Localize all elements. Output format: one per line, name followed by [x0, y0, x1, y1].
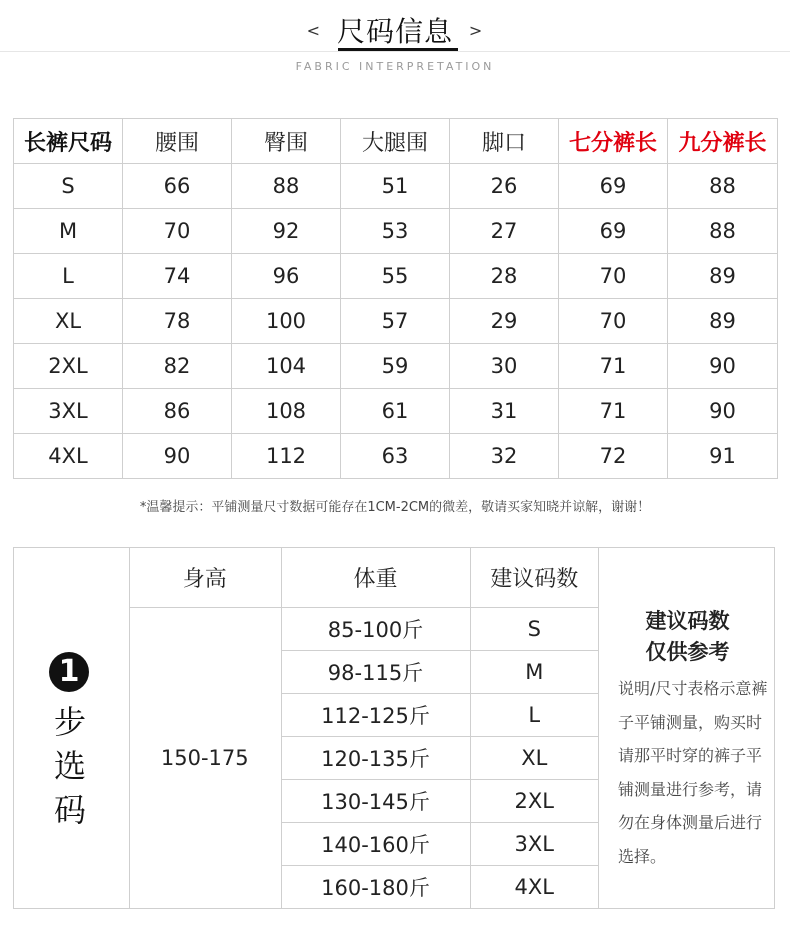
table-cell: 28	[450, 254, 559, 299]
table-cell: 96	[232, 254, 341, 299]
table-row	[14, 299, 778, 344]
step-label	[50, 700, 90, 832]
size-chart-table	[13, 118, 778, 479]
weight-cell: 120-135斤	[281, 737, 470, 780]
table-row	[14, 254, 778, 299]
table-cell: 53	[341, 209, 450, 254]
table-cell: 51	[341, 164, 450, 209]
weight-cell: 130-145斤	[281, 780, 470, 823]
table-cell: 71	[559, 389, 668, 434]
table-cell: 70	[559, 299, 668, 344]
recommended-size-cell: L	[470, 694, 598, 737]
height-range-cell: 150-175	[129, 608, 281, 909]
table-cell: 90	[668, 344, 778, 389]
advice-title	[599, 606, 776, 668]
table-cell: 89	[668, 254, 778, 299]
table-cell: 91	[668, 434, 778, 479]
recommended-size-cell: 2XL	[470, 780, 598, 823]
advice-text: 说明/尺寸表格示意裤子平铺测量，购买时请那平时穿的裤子平铺测量进行参考，请勿在身体测量后进行选择。	[618, 679, 768, 866]
table-cell: M	[14, 209, 123, 254]
table-cell: 108	[232, 389, 341, 434]
table-cell: 57	[341, 299, 450, 344]
table-cell: 2XL	[14, 344, 123, 389]
weight-cell: 140-160斤	[281, 823, 470, 866]
column-header-recommended-size: 建议码数	[470, 548, 598, 608]
table-row	[14, 434, 778, 479]
table-cell: 66	[123, 164, 232, 209]
table-cell: 59	[341, 344, 450, 389]
recommended-size-cell: M	[470, 651, 598, 694]
table-row	[14, 164, 778, 209]
recommended-size-cell: XL	[470, 737, 598, 780]
table-cell: 72	[559, 434, 668, 479]
table-cell: 82	[123, 344, 232, 389]
column-header-height: 身高	[129, 548, 281, 608]
page-subtitle: FABRIC INTERPRETATION	[295, 60, 495, 73]
weight-cell: 85-100斤	[281, 608, 470, 651]
table-cell: S	[14, 164, 123, 209]
table-cell: 104	[232, 344, 341, 389]
weight-cell: 112-125斤	[281, 694, 470, 737]
table-row	[14, 209, 778, 254]
table-cell: 71	[559, 344, 668, 389]
table-cell: 88	[668, 164, 778, 209]
table-cell: 88	[232, 164, 341, 209]
table-cell: 70	[123, 209, 232, 254]
table-cell: 29	[450, 299, 559, 344]
table-cell: 30	[450, 344, 559, 389]
recommended-size-cell: 3XL	[470, 823, 598, 866]
recommended-size-cell: S	[470, 608, 598, 651]
table-cell: 31	[450, 389, 559, 434]
table-cell: 90	[668, 389, 778, 434]
column-header-size: 长裤尺码	[14, 119, 123, 164]
table-cell: 63	[341, 434, 450, 479]
table-row	[129, 608, 598, 651]
advice-column	[598, 548, 775, 908]
table-cell: 4XL	[14, 434, 123, 479]
recommended-size-cell: 4XL	[470, 866, 598, 909]
advice-title-line: 建议码数	[645, 609, 730, 633]
table-cell: 32	[450, 434, 559, 479]
column-header-hip: 臀围	[232, 119, 341, 164]
chevron-right-icon: >	[468, 20, 484, 40]
table-cell: 3XL	[14, 389, 123, 434]
column-header-cropped-length: 七分裤长	[559, 119, 668, 164]
table-cell: 69	[559, 164, 668, 209]
column-header-thigh: 大腿围	[341, 119, 450, 164]
table-cell: 74	[123, 254, 232, 299]
column-header-weight: 体重	[281, 548, 470, 608]
measurement-note: *温馨提示：平铺测量尺寸数据可能存在1CM-2CM的微差，敬请买家知晓并谅解，谢谢！	[139, 500, 651, 515]
table-cell: 26	[450, 164, 559, 209]
table-cell: 100	[232, 299, 341, 344]
advice-title-line: 仅供参考	[645, 640, 730, 664]
table-cell: 78	[123, 299, 232, 344]
weight-cell: 98-115斤	[281, 651, 470, 694]
table-cell: L	[14, 254, 123, 299]
chevron-left-icon: <	[306, 20, 322, 40]
table-cell: 90	[123, 434, 232, 479]
column-header-ninth-length: 九分裤长	[668, 119, 778, 164]
step-number-badge: 1	[49, 652, 89, 692]
table-row	[14, 389, 778, 434]
table-cell: 89	[668, 299, 778, 344]
header-divider	[0, 51, 790, 52]
column-header-hem: 脚口	[450, 119, 559, 164]
weight-cell: 160-180斤	[281, 866, 470, 909]
table-cell: 61	[341, 389, 450, 434]
guide-header-row	[129, 548, 598, 608]
page-title: 尺码信息	[336, 15, 453, 48]
step-column	[14, 548, 130, 908]
table-cell: 55	[341, 254, 450, 299]
table-cell: 27	[450, 209, 559, 254]
step-label-char: 码	[53, 791, 86, 829]
size-chart-header-row	[14, 119, 778, 164]
title-row	[0, 10, 790, 50]
size-chart-body	[14, 164, 778, 479]
table-cell: 70	[559, 254, 668, 299]
step-label-char: 选	[53, 747, 86, 785]
size-guide	[13, 547, 775, 909]
column-header-waist: 腰围	[123, 119, 232, 164]
table-cell: XL	[14, 299, 123, 344]
table-cell: 86	[123, 389, 232, 434]
size-guide-table	[129, 548, 598, 909]
size-guide-body	[129, 608, 598, 909]
table-cell: 92	[232, 209, 341, 254]
table-cell: 88	[668, 209, 778, 254]
table-cell: 69	[559, 209, 668, 254]
page-header	[0, 0, 790, 80]
table-cell: 112	[232, 434, 341, 479]
step-label-char: 步	[53, 703, 86, 741]
table-row	[14, 344, 778, 389]
